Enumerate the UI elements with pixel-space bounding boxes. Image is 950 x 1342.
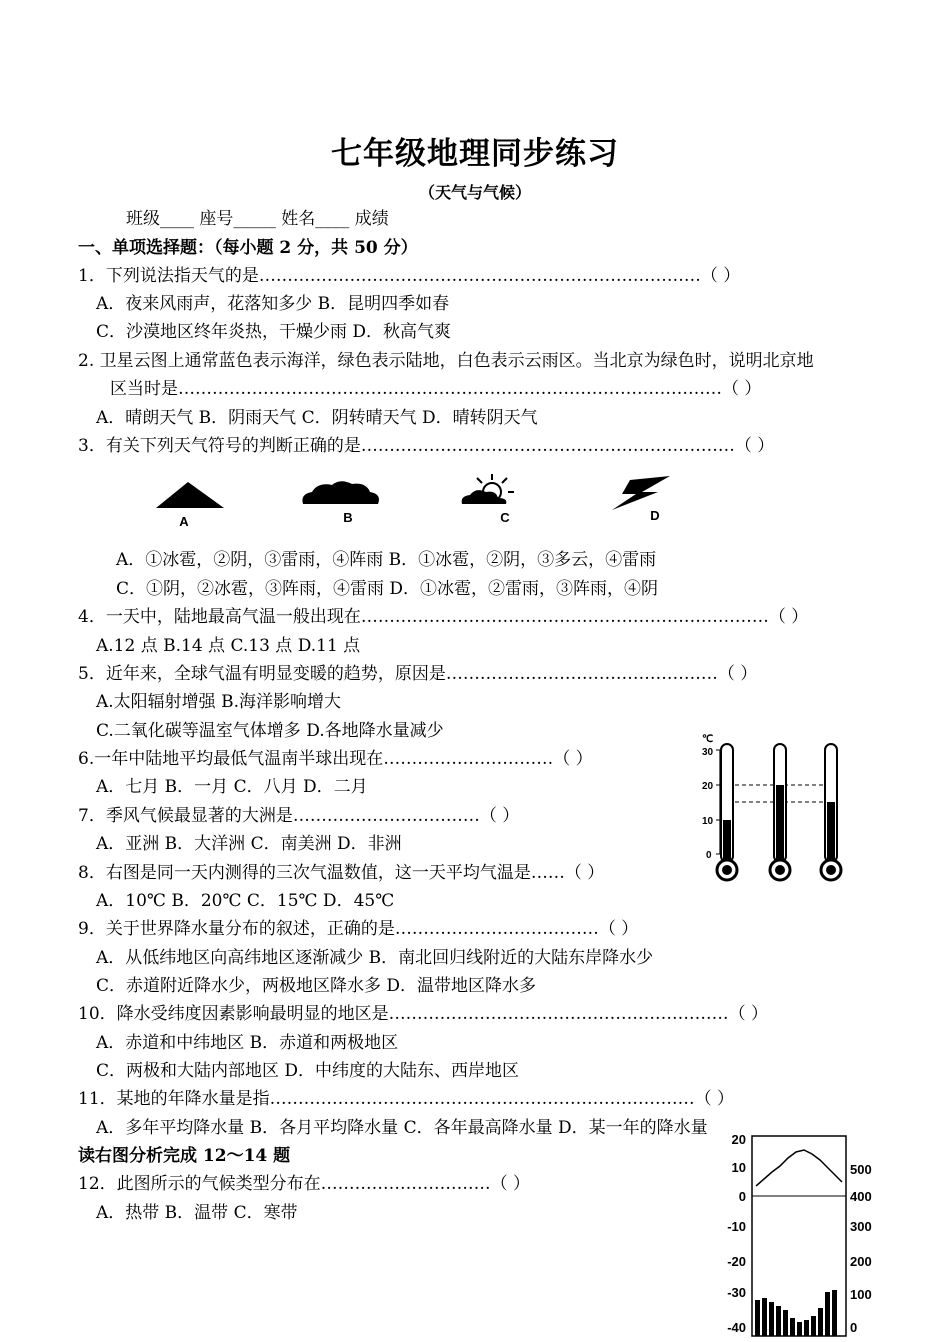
thermometer-tick-0: 0	[706, 850, 712, 861]
partly-cloudy-symbol	[462, 474, 514, 504]
q10-options-cd: C．两极和大陆内部地区 D．中纬度的大陆东、西岸地区	[96, 1061, 520, 1081]
question-8: 8．右图是同一天内测得的三次气温数值，这一天平均气温是……（ ）	[78, 863, 605, 883]
weather-symbols-figure	[140, 470, 700, 530]
q10-options-ab: A．赤道和中纬地区 B．赤道和两极地区	[96, 1033, 399, 1053]
precip-tick-400: 400	[850, 1189, 872, 1204]
question-11: 11．某地的年降水量是指…………………………………………………………………（ ）	[78, 1089, 735, 1109]
precip-tick-200: 200	[850, 1254, 872, 1269]
q12-options: A．热带 B．温带 C．寒带	[96, 1203, 298, 1223]
temp-tick-10: 10	[731, 1160, 746, 1175]
q7-options: A．亚洲 B．大洋洲 C．南美洲 D．非洲	[96, 834, 402, 854]
question-2-cont: 区当时是……………………………………………………………………………………（ ）	[110, 379, 762, 399]
symbol-label-a: A	[179, 514, 189, 529]
thunder-symbol	[612, 476, 670, 510]
symbol-label-d: D	[650, 508, 660, 523]
thermometer-tick-30: 30	[702, 747, 714, 758]
question-7: 7．季风气候最显著的大洲是……………………………（ ）	[78, 806, 520, 826]
question-1: 1．下列说法指天气的是……………………………………………………………………（ ）	[78, 266, 741, 286]
precip-tick-0: 0	[850, 1320, 858, 1335]
temp-tick-minus40: -40	[727, 1320, 746, 1335]
thermometer-figure	[698, 728, 858, 888]
student-info-line: 班级____ 座号_____ 姓名____ 成绩	[126, 209, 389, 229]
q1-options-cd: C．沙漠地区终年炎热，干燥少雨 D．秋高气爽	[96, 322, 452, 342]
precip-tick-300: 300	[850, 1219, 872, 1234]
overcast-cloud-symbol	[302, 481, 379, 504]
thermometer-tick-20: 20	[702, 781, 714, 792]
precip-tick-100: 100	[850, 1287, 872, 1302]
q1-options-ab: A．夜来风雨声，花落知多少 B．昆明四季如春	[96, 294, 450, 314]
climate-chart	[722, 1132, 882, 1342]
q3-options-ab: A．①冰雹，②阴，③雷雨，④阵雨 B．①冰雹，②阴，③多云，④雷雨	[116, 550, 657, 570]
thermometer-2	[770, 744, 790, 880]
question-2: 2. 卫星云图上通常蓝色表示海洋，绿色表示陆地，白色表示云雨区。当北京为绿色时，说明北京地	[78, 351, 814, 371]
page-subtitle: （天气与气候）	[418, 183, 531, 202]
question-9: 9．关于世界降水量分布的叙述，正确的是………………………………（ ）	[78, 919, 639, 939]
thermometer-3	[821, 744, 841, 880]
q4-options: A.12 点 B.14 点 C.13 点 D.11 点	[96, 636, 361, 656]
q9-options-cd: C．赤道附近降水少，两极地区降水多 D．温带地区降水多	[96, 976, 537, 996]
q5-options-cd: C.二氧化碳等温室气体增多 D.各地降水量减少	[96, 721, 444, 741]
question-4: 4．一天中，陆地最高气温一般出现在………………………………………………………………（ ）	[78, 607, 809, 627]
symbol-label-b: B	[343, 510, 353, 525]
q9-options-ab: A．从低纬地区向高纬地区逐渐减少 B．南北回归线附近的大陆东岸降水少	[96, 948, 654, 968]
temp-tick-minus10: -10	[727, 1219, 746, 1234]
q5-options-ab: A.太阳辐射增强 B.海洋影响增大	[96, 692, 341, 712]
q8-options: A．10℃ B．20℃ C．15℃ D．45℃	[96, 891, 395, 911]
hail-symbol	[156, 482, 224, 508]
thermometer-tick-10: 10	[702, 816, 714, 827]
temp-tick-minus20: -20	[727, 1254, 746, 1269]
thermometer-1	[717, 744, 737, 880]
question-5: 5．近年来，全球气温有明显变暖的趋势，原因是…………………………………………（ ）	[78, 664, 758, 684]
temp-tick-minus30: -30	[727, 1285, 746, 1300]
q6-options: A．七月 B．一月 C．八月 D．二月	[96, 777, 368, 797]
section-heading: 一、单项选择题：（每小题 2 分，共 50 分）	[78, 238, 418, 258]
question-6: 6.一年中陆地平均最低气温南半球出现在…………………………（ ）	[78, 749, 593, 769]
temp-tick-20: 20	[731, 1132, 746, 1147]
symbol-label-c: C	[500, 510, 510, 525]
question-10: 10．降水受纬度因素影响最明显的地区是……………………………………………………（ ）	[78, 1004, 769, 1024]
question-12: 12．此图所示的气候类型分布在…………………………（ ）	[78, 1174, 531, 1194]
question-3: 3．有关下列天气符号的判断正确的是…………………………………………………………（ ）	[78, 436, 775, 456]
precip-tick-500: 500	[850, 1162, 872, 1177]
thermometer-unit: ℃	[702, 734, 714, 745]
q2-options: A．晴朗天气 B．阴雨天气 C．阴转晴天气 D．晴转阴天气	[96, 408, 538, 428]
figure-instruction: 读右图分析完成 12～14 题	[78, 1146, 291, 1166]
page-title: 七年级地理同步练习	[331, 136, 619, 172]
temp-tick-0: 0	[738, 1189, 746, 1204]
q3-options-cd: C．①阴，②冰雹，③阵雨，④雷雨 D．①冰雹，②雷雨，③阵雨，④阴	[116, 579, 659, 599]
q11-options: A．多年平均降水量 B．各月平均降水量 C．各年最高降水量 D．某一年的降水量	[96, 1118, 708, 1138]
